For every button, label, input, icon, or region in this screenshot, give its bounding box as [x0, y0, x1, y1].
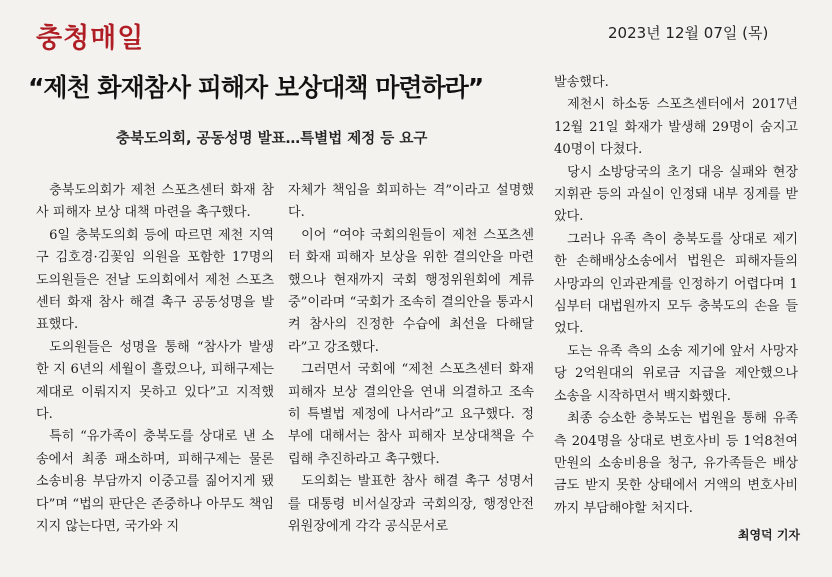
- paragraph-continued: 자체가 책임을 회피하는 격”이라고 설명했다.: [288, 183, 534, 221]
- publication-date: 2023년 12월 07일 (목): [608, 24, 769, 42]
- article-column-3: [554, 72, 798, 520]
- paragraph: 6일 충북도의회 등에 따르면 제천 지역구 김호경·김꽃임 의원을 포함한 17명의 도의원들은 전날 도의회에서 제천 스포츠센터 화재 참사 해결 촉구 공동성명을 발표했다.: [36, 227, 274, 333]
- paragraph: 특히 “유가족이 충북도를 상대로 낸 소송에서 최종 패소하며, 피해구제는 물론 소송비용 부담까지 이중고를 짊어지게 됐다”며 “법의 판단은 존중하나 아무도 책임지지 않는다면, 국가와 지: [36, 429, 274, 535]
- paragraph: 그러나 유족 측이 충북도를 상대로 제기한 손해배상소송에서 법원은 피해자들의 사망과의 인과관계를 인정하기 어렵다며 1심부터 대법원까지 모두 충북도의 손을 들었다.: [554, 231, 798, 337]
- paragraph: 도의원들은 성명을 통해 “참사가 발생한 지 6년의 세월이 흘렀으나, 피해구제는 제대로 이뤄지지 못하고 있다”고 지적했다.: [36, 339, 274, 423]
- paragraph: 그러면서 국회에 “제천 스포츠센터 화재 피해자 보상 결의안을 연내 의결하고 조속히 특별법 제정에 나서라”고 요구했다. 정부에 대해서는 참사 피해자 보상대책을 수립해 추진하라고 촉구했다.: [288, 362, 534, 467]
- paragraph: 충북도의회가 제천 스포츠센터 화재 참사 피해자 보상 대책 마련을 촉구했다.: [36, 183, 274, 221]
- paragraph: 최종 승소한 충북도는 법원을 통해 유족 측 204명을 상대로 변호사비 등 1억8천여만원의 소송비용을 청구, 유가족들은 배상금도 받지 못한 상태에서 거액의 변호사비까지 부담해야할 처지다.: [554, 411, 798, 516]
- paragraph: 이어 “여야 국회의원들이 제천 스포츠센터 화재 피해자 보상을 위한 결의안을 마련했으나 현재까지 국회 행정위원회에 계류 중”이라며 “국회가 조속히 결의안을 통과시켜 참사의 진정한 수습에 최선을 다해달라”고 강조했다.: [288, 227, 534, 355]
- newspaper-masthead: 충청매일: [36, 23, 145, 54]
- paragraph: 당시 소방당국의 초기 대응 실패와 현장지휘관 등의 과실이 인정돼 내부 징계를 받았다.: [554, 164, 798, 225]
- paragraph: 도는 유족 측의 소송 제기에 앞서 사망자당 2억원대의 위로금 지급을 제안했으나 소송을 시작하면서 백지화했다.: [554, 343, 798, 404]
- article-column-2: [288, 180, 534, 539]
- paragraph: 도의회는 발표한 참사 해결 촉구 성명서를 대통령 비서실장과 국회의장, 행정안전위원장에게 각각 공식문서로: [288, 474, 534, 535]
- paragraph: 제천시 하소동 스포츠센터에서 2017년 12월 21일 화재가 발생해 29명이 숨지고 40명이 다쳤다.: [554, 97, 798, 158]
- article-headline: “제천 화재참사 피해자 보상대책 마련하라”: [28, 73, 484, 102]
- article-subhead: 충북도의회, 공동성명 발표…특별법 제정 등 요구: [116, 131, 428, 147]
- reporter-byline: 최영덕 기자: [737, 528, 800, 542]
- article-column-1: [36, 180, 274, 539]
- paragraph-continued: 발송했다.: [554, 75, 609, 90]
